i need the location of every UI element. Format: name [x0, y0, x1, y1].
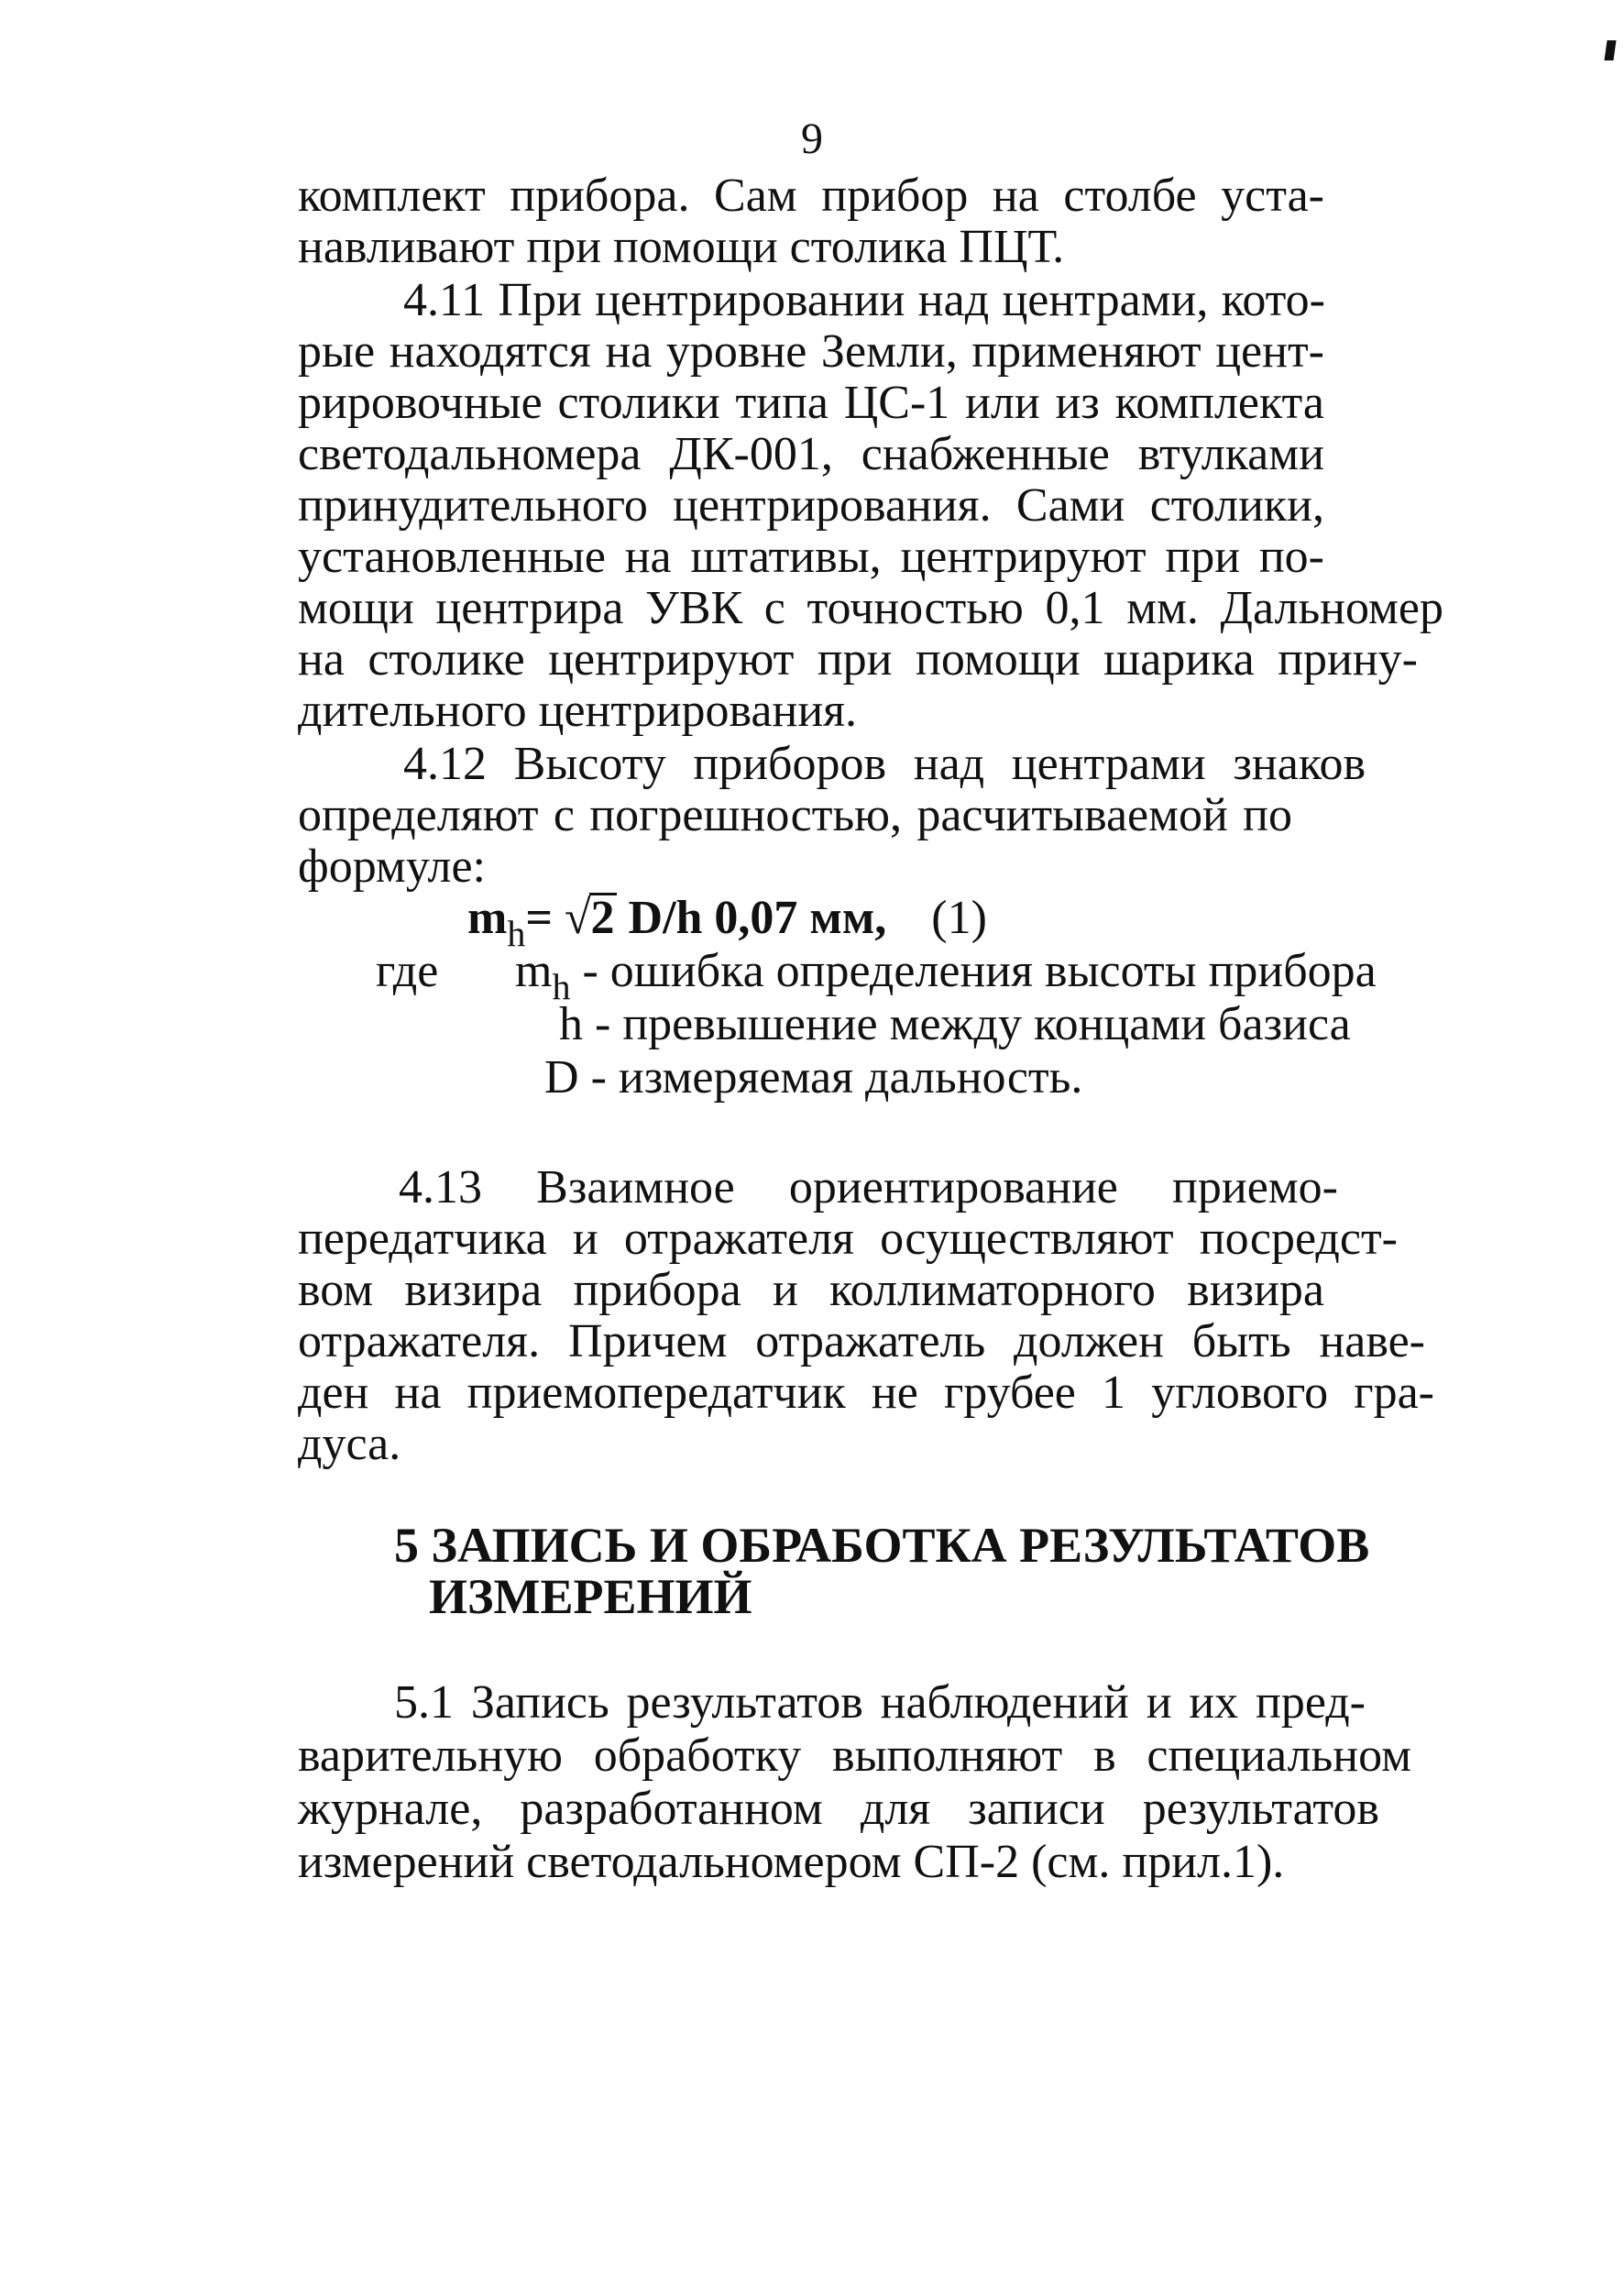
formula-lhs-subscript: h: [507, 913, 526, 954]
text-line: на столике центрируют при помощи шарика прину-: [298, 633, 1418, 686]
legend-item: [559, 997, 1351, 1052]
text-line: варительную обработку выполняют в специальном: [298, 1729, 1411, 1782]
text-line: 5.1 Запись результатов наблюдений и их пред-: [394, 1676, 1366, 1729]
text-line: отражателя. Причем отражатель должен быть наве-: [298, 1315, 1425, 1367]
text-line: комплект прибора. Сам прибор на столбе уста-: [298, 170, 1324, 222]
text-line: вом визира прибора и коллиматорного визира: [298, 1264, 1324, 1316]
formula-rhs: D/h 0,07 мм,: [628, 892, 887, 944]
legend-text: - измеряемая дальность.: [590, 1051, 1083, 1104]
legend-symbol: D: [544, 1051, 579, 1104]
radicand: 2: [590, 892, 615, 944]
text-line: 4.13 Взаимное ориентирование приемо-: [399, 1161, 1338, 1213]
formula-lhs: m: [467, 892, 508, 944]
text-line: рировочные столики типа ЦС-1 или из комплекта: [298, 377, 1324, 429]
text-line: установленные на штативы, центрируют при по-: [298, 531, 1324, 583]
text-line: рые находятся на уровне Земли, применяют цент-: [298, 325, 1324, 378]
radical-sign: √: [564, 892, 591, 944]
text-line: формуле:: [298, 840, 487, 893]
text-line: светодальномера ДК-001, снабженные втулками: [298, 428, 1324, 480]
legend-text: - ошибка определения высоты прибора: [582, 945, 1377, 997]
scan-mark: [1604, 40, 1616, 60]
text-line: 4.11 При центрировании над центрами, кото-: [403, 274, 1325, 326]
legend-text: - превышение между концами базиса: [595, 998, 1351, 1050]
text-line: измерений светодальномером СП-2 (см. прил.1).: [298, 1836, 1285, 1888]
text-line: журнале, разработанном для записи результатов: [298, 1783, 1379, 1835]
legend-where: где: [376, 945, 439, 997]
text-line: дительного центрирования.: [298, 685, 858, 737]
legend-symbol: m: [515, 945, 553, 997]
formula-equals: =: [525, 892, 553, 944]
text-line: ден на приемопередатчик не грубее 1 углового гра-: [298, 1367, 1434, 1419]
legend-symbol: h: [559, 998, 583, 1050]
text-line: дуса.: [298, 1418, 401, 1470]
equation-number: (1): [931, 892, 987, 944]
text-line: принудительного центрирования. Сами столики,: [298, 479, 1324, 532]
legend-item: [544, 1050, 1082, 1105]
text-line: навливают при помощи столика ПЦТ.: [298, 221, 1065, 273]
text-line: мощи центрира УВК с точностью 0,1 мм. Дальномер: [298, 582, 1443, 634]
section-heading-continued: ИЗМЕРЕНИЙ: [429, 1569, 752, 1624]
text-line: определяют с погрешностью, расчитываемой по: [298, 789, 1292, 841]
text-line: передатчика и отражателя осуществляют посредст-: [298, 1213, 1398, 1265]
legend-symbol-subscript: h: [552, 966, 571, 1007]
page-number: 9: [801, 115, 823, 163]
section-heading: 5 ЗАПИСЬ И ОБРАБОТКА РЕЗУЛЬТАТОВ: [394, 1518, 1370, 1573]
text-line: 4.12 Высоту приборов над центрами знаков: [403, 738, 1366, 790]
